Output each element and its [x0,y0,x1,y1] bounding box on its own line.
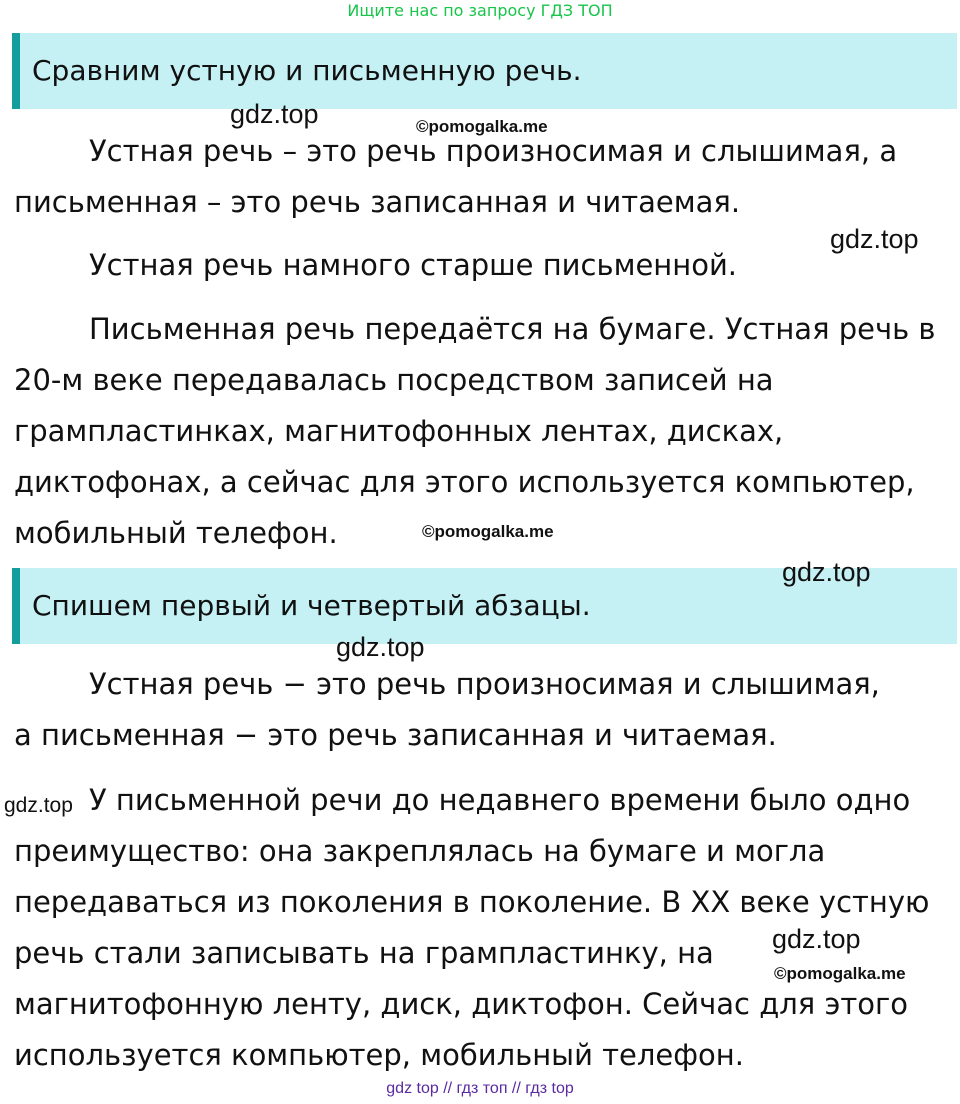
paragraph-5-line: используется компьютер, мобильный телефон. [14,1038,744,1072]
paragraph-3 [14,304,946,559]
paragraph-5-line: преимущество: она закреплялась на бумаге и могла [14,834,826,868]
paragraph-2 [14,240,946,291]
watermark-gdz: gdz.top [782,557,871,587]
paragraph-2-line: Устная речь намного старше письменной. [89,248,738,282]
paragraph-4-line: а письменная − это речь записанная и читаемая. [14,718,777,752]
watermark-gdz: gdz.top [336,632,425,662]
watermark-gdz: gdz.top [830,224,919,254]
paragraph-3-line: грампластинках, магнитофонных лентах, дисках, [14,414,784,448]
top-banner: Ищите нас по запросу ГДЗ ТОП [347,1,613,20]
watermark-pomogalka: ©pomogalka.me [422,522,554,541]
watermark-gdz: gdz.top [230,99,319,129]
paragraph-5-line: передаваться из поколения в поколение. В XX веке устную [14,885,930,919]
footer-links: gdz top // гдз топ // гдз top [386,1080,574,1097]
watermark-gdz: gdz.top [772,924,861,954]
paragraph-3-line: диктофонах, а сейчас для этого используется компьютер, [14,465,915,499]
watermark-gdz: gdz.top [4,794,73,817]
paragraph-5-line: У письменной речи до недавнего времени было одно [89,783,911,817]
paragraph-5-line: магнитофонную ленту, диск, диктофон. Сейчас для этого [14,987,908,1021]
watermark-pomogalka: ©pomogalka.me [416,117,548,136]
paragraph-1-line: Устная речь – это речь произносимая и слышимая, а [89,134,898,168]
section-heading-copy: Спишем первый и четвертый абзацы. [12,568,957,644]
paragraph-3-line: 20-м веке передавалась посредством записей на [14,363,774,397]
paragraph-3-line: Письменная речь передаётся на бумаге. Устная речь в [89,312,936,346]
watermark-pomogalka: ©pomogalka.me [774,964,906,983]
paragraph-3-line: мобильный телефон. [14,516,338,550]
paragraph-4 [14,659,946,761]
paragraph-1-line: письменная – это речь записанная и читаемая. [14,185,741,219]
paragraph-5-line: речь стали записывать на грампластинку, на [14,936,714,970]
section-heading-compare: Сравним устную и письменную речь. [12,33,957,109]
paragraph-4-line: Устная речь − это речь произносимая и слышимая, [89,667,880,701]
paragraph-1 [14,126,946,228]
